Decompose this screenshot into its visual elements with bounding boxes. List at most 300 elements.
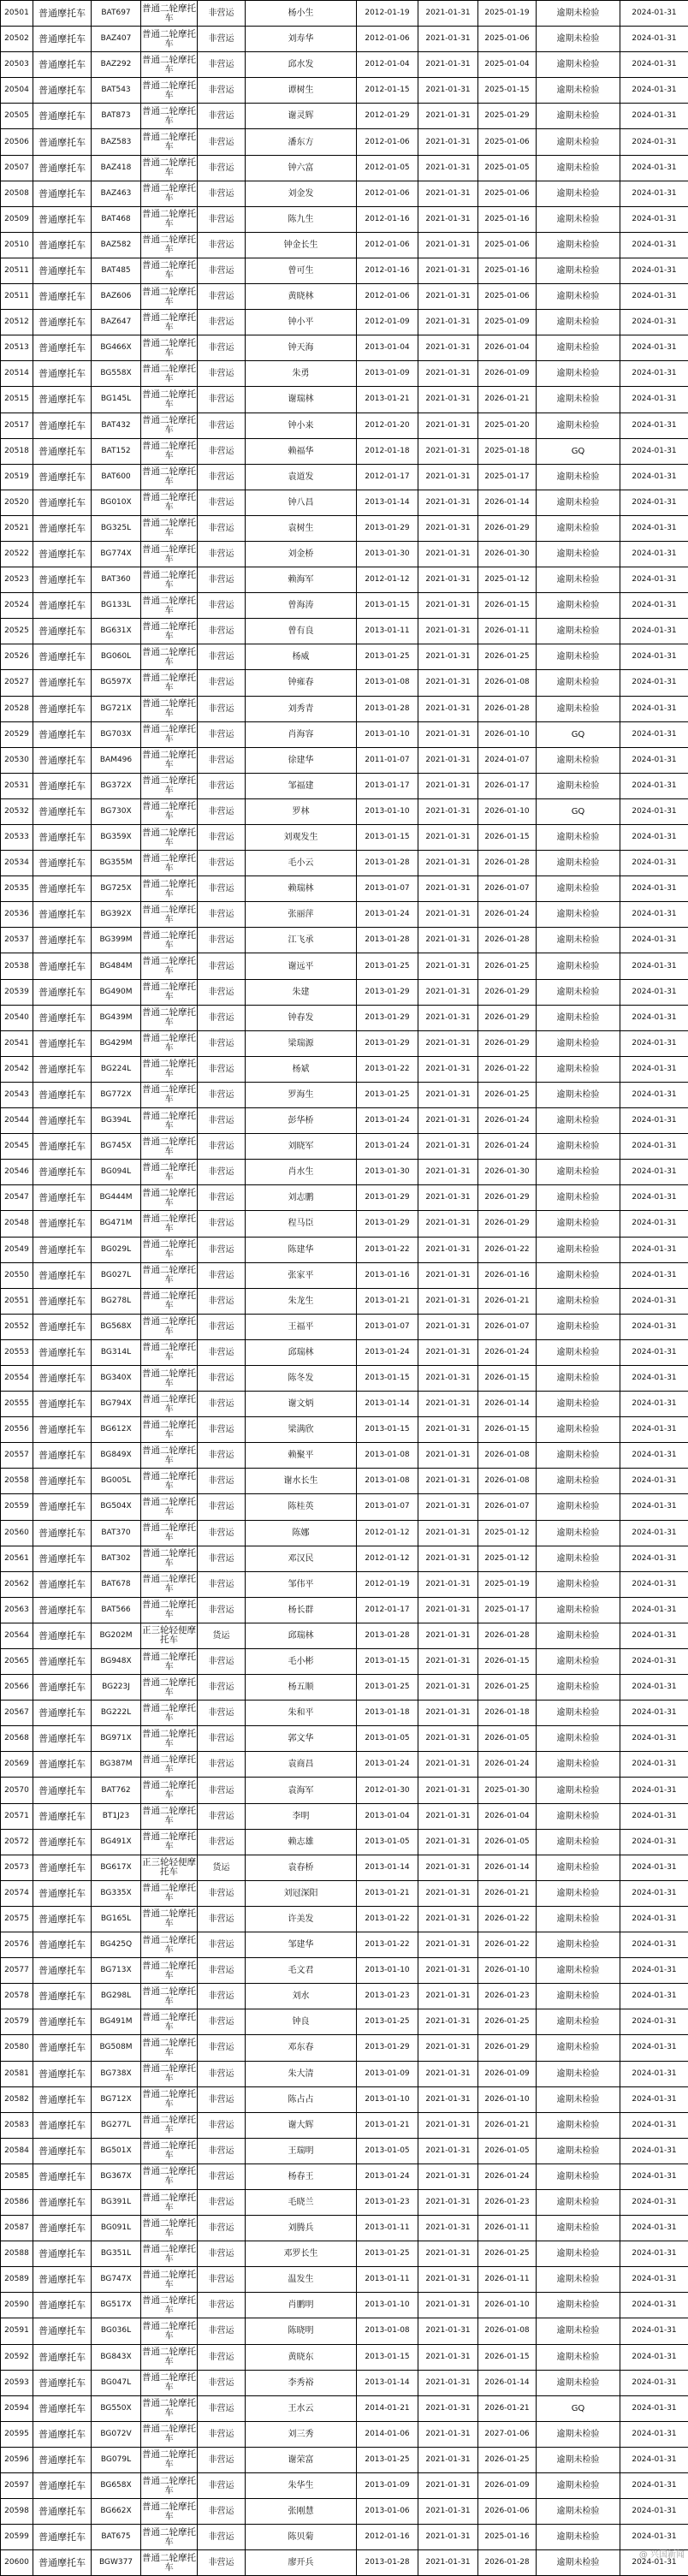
cell-plate-number: BG425Q (92, 1932, 141, 1958)
cell-expiry-date: 2026-01-08 (478, 1443, 537, 1469)
cell-plate-number: BG355M (92, 851, 141, 876)
cell-usage-type: 非营运 (198, 310, 246, 335)
cell-usage-type: 非营运 (198, 1520, 246, 1546)
cell-deadline-date: 2024-01-31 (620, 2499, 688, 2525)
cell-deadline-date: 2024-01-31 (620, 129, 688, 155)
cell-row-number: 20529 (1, 721, 33, 747)
cell-vehicle-model: 普通二轮摩托车 (141, 1108, 198, 1134)
cell-deadline-date: 2024-01-31 (620, 2293, 688, 2318)
cell-register-date: 2012-01-06 (357, 284, 418, 310)
table-row (1, 2293, 688, 2318)
cell-status: 逾期未检验 (537, 413, 620, 438)
cell-plate-number: BAT566 (92, 1597, 141, 1623)
cell-expiry-date: 2026-01-21 (478, 387, 537, 413)
cell-row-number: 20515 (1, 387, 33, 413)
cell-vehicle-category: 普通摩托车 (33, 104, 92, 129)
cell-row-number: 20550 (1, 1262, 33, 1288)
cell-deadline-date: 2024-01-31 (620, 1546, 688, 1571)
cell-vehicle-model: 普通二轮摩托车 (141, 2370, 198, 2395)
cell-vehicle-category: 普通摩托车 (33, 464, 92, 490)
cell-expiry-date: 2026-01-15 (478, 2344, 537, 2370)
table-row (1, 593, 688, 619)
cell-usage-type: 非营运 (198, 2395, 246, 2421)
cell-row-number: 20566 (1, 1675, 33, 1701)
cell-plate-number: BG730X (92, 798, 141, 824)
cell-vehicle-category: 普通摩托车 (33, 1597, 92, 1623)
cell-status: 逾期未检验 (537, 1108, 620, 1134)
cell-usage-type: 非营运 (198, 2318, 246, 2344)
cell-vehicle-model: 正三轮轻便摩托车 (141, 1623, 198, 1648)
cell-register-date: 2013-01-21 (357, 387, 418, 413)
cell-owner-name: 潘东方 (246, 129, 357, 155)
cell-inspect-date: 2021-01-31 (418, 2421, 478, 2447)
cell-expiry-date: 2025-01-19 (478, 1571, 537, 1597)
cell-register-date: 2013-01-25 (357, 2241, 418, 2267)
cell-deadline-date: 2024-01-31 (620, 1752, 688, 1778)
cell-expiry-date: 2025-01-04 (478, 52, 537, 78)
cell-row-number: 20522 (1, 541, 33, 567)
cell-owner-name: 邹福建 (246, 773, 357, 798)
cell-inspect-date: 2021-01-31 (418, 1803, 478, 1829)
cell-row-number: 20599 (1, 2525, 33, 2550)
cell-expiry-date: 2026-01-05 (478, 2138, 537, 2163)
cell-usage-type: 非营运 (198, 438, 246, 464)
cell-vehicle-category: 普通摩托车 (33, 696, 92, 721)
cell-vehicle-category: 普通摩托车 (33, 1339, 92, 1365)
cell-owner-name: 肖水生 (246, 1160, 357, 1185)
cell-vehicle-category: 普通摩托车 (33, 825, 92, 851)
table-row (1, 1082, 688, 1107)
cell-status: 逾期未检验 (537, 2061, 620, 2086)
cell-plate-number: BG372X (92, 773, 141, 798)
cell-deadline-date: 2024-01-31 (620, 644, 688, 670)
cell-expiry-date: 2026-01-04 (478, 1803, 537, 1829)
cell-vehicle-model: 普通二轮摩托车 (141, 1726, 198, 1752)
cell-owner-name: 钟春发 (246, 1005, 357, 1030)
table-row (1, 644, 688, 670)
cell-inspect-date: 2021-01-31 (418, 1262, 478, 1288)
cell-vehicle-category: 普通摩托车 (33, 2061, 92, 2086)
cell-expiry-date: 2026-01-25 (478, 1675, 537, 1701)
cell-owner-name: 彭华桥 (246, 1108, 357, 1134)
cell-vehicle-model: 普通二轮摩托车 (141, 2267, 198, 2293)
cell-deadline-date: 2024-01-31 (620, 1160, 688, 1185)
cell-register-date: 2013-01-11 (357, 2267, 418, 2293)
cell-plate-number: BG721X (92, 696, 141, 721)
cell-usage-type: 非营运 (198, 2189, 246, 2215)
table-row (1, 206, 688, 232)
cell-register-date: 2013-01-22 (357, 1056, 418, 1082)
cell-owner-name: 邓汉民 (246, 1546, 357, 1571)
cell-inspect-date: 2021-01-31 (418, 1082, 478, 1107)
cell-register-date: 2013-01-15 (357, 1649, 418, 1675)
cell-deadline-date: 2024-01-31 (620, 438, 688, 464)
cell-plate-number: BG508M (92, 2035, 141, 2061)
cell-usage-type: 非营运 (198, 232, 246, 258)
cell-plate-number: BG550X (92, 2395, 141, 2421)
cell-deadline-date: 2024-01-31 (620, 1829, 688, 1855)
table-row (1, 155, 688, 181)
cell-owner-name: 钟雍春 (246, 670, 357, 696)
cell-inspect-date: 2021-01-31 (418, 1392, 478, 1417)
cell-expiry-date: 2026-01-07 (478, 1314, 537, 1339)
cell-inspect-date: 2021-01-31 (418, 953, 478, 979)
cell-status: 逾期未检验 (537, 1005, 620, 1030)
cell-owner-name: 钟天海 (246, 335, 357, 361)
table-row (1, 876, 688, 902)
table-row (1, 928, 688, 953)
cell-owner-name: 梁瑞源 (246, 1030, 357, 1056)
table-row (1, 1262, 688, 1288)
cell-row-number: 20585 (1, 2163, 33, 2189)
cell-inspect-date: 2021-01-31 (418, 2061, 478, 2086)
cell-owner-name: 曾可生 (246, 258, 357, 283)
cell-plate-number: BG010X (92, 490, 141, 515)
table-row (1, 2525, 688, 2550)
cell-deadline-date: 2024-01-31 (620, 928, 688, 953)
cell-vehicle-model: 普通二轮摩托车 (141, 902, 198, 928)
cell-status: 逾期未检验 (537, 773, 620, 798)
cell-expiry-date: 2026-01-21 (478, 1288, 537, 1314)
cell-inspect-date: 2021-01-31 (418, 1, 478, 27)
cell-expiry-date: 2026-01-25 (478, 2447, 537, 2472)
cell-usage-type: 非营运 (198, 1108, 246, 1134)
cell-vehicle-model: 普通二轮摩托车 (141, 2473, 198, 2499)
cell-register-date: 2013-01-14 (357, 1392, 418, 1417)
cell-register-date: 2013-01-04 (357, 335, 418, 361)
cell-register-date: 2013-01-11 (357, 2216, 418, 2241)
cell-row-number: 20549 (1, 1237, 33, 1262)
cell-expiry-date: 2026-01-22 (478, 1932, 537, 1958)
cell-register-date: 2013-01-21 (357, 2112, 418, 2138)
cell-owner-name: 刘秀青 (246, 696, 357, 721)
cell-status: 逾期未检验 (537, 593, 620, 619)
cell-expiry-date: 2026-01-11 (478, 2216, 537, 2241)
cell-inspect-date: 2021-01-31 (418, 876, 478, 902)
cell-vehicle-model: 普通二轮摩托车 (141, 78, 198, 104)
cell-vehicle-category: 普通摩托车 (33, 2138, 92, 2163)
cell-row-number: 20578 (1, 1984, 33, 2009)
cell-usage-type: 非营运 (198, 27, 246, 52)
table-row (1, 747, 688, 773)
cell-owner-name: 罗林 (246, 798, 357, 824)
table-row (1, 1160, 688, 1185)
cell-expiry-date: 2026-01-21 (478, 2395, 537, 2421)
cell-register-date: 2012-01-19 (357, 1571, 418, 1597)
cell-expiry-date: 2025-01-06 (478, 284, 537, 310)
cell-plate-number: BG072V (92, 2421, 141, 2447)
cell-usage-type: 非营运 (198, 670, 246, 696)
cell-usage-type: 非营运 (198, 155, 246, 181)
cell-register-date: 2013-01-10 (357, 2086, 418, 2112)
cell-plate-number: BG490M (92, 979, 141, 1005)
cell-vehicle-model: 普通二轮摩托车 (141, 284, 198, 310)
table-row (1, 1597, 688, 1623)
cell-vehicle-model: 普通二轮摩托车 (141, 644, 198, 670)
cell-expiry-date: 2026-01-24 (478, 1108, 537, 1134)
cell-vehicle-model: 普通二轮摩托车 (141, 1546, 198, 1571)
cell-row-number: 20583 (1, 2112, 33, 2138)
cell-row-number: 20595 (1, 2421, 33, 2447)
cell-vehicle-category: 普通摩托车 (33, 1520, 92, 1546)
cell-status: 逾期未检验 (537, 670, 620, 696)
cell-expiry-date: 2026-01-24 (478, 1752, 537, 1778)
cell-vehicle-model: 普通二轮摩托车 (141, 1469, 198, 1494)
cell-status: 逾期未检验 (537, 1365, 620, 1391)
cell-row-number: 20540 (1, 1005, 33, 1030)
cell-row-number: 20568 (1, 1726, 33, 1752)
cell-expiry-date: 2025-01-16 (478, 206, 537, 232)
cell-inspect-date: 2021-01-31 (418, 1675, 478, 1701)
cell-register-date: 2013-01-22 (357, 1237, 418, 1262)
cell-deadline-date: 2024-01-31 (620, 1675, 688, 1701)
cell-usage-type: 非营运 (198, 1, 246, 27)
cell-inspect-date: 2021-01-31 (418, 2395, 478, 2421)
cell-status: 逾期未检验 (537, 851, 620, 876)
cell-vehicle-model: 普通二轮摩托车 (141, 1160, 198, 1185)
cell-row-number: 20537 (1, 928, 33, 953)
cell-plate-number: BG165L (92, 1906, 141, 1932)
cell-row-number: 20574 (1, 1880, 33, 1906)
cell-plate-number: BG971X (92, 1726, 141, 1752)
table-row (1, 490, 688, 515)
cell-vehicle-model: 普通二轮摩托车 (141, 721, 198, 747)
cell-owner-name: 钟良 (246, 2009, 357, 2035)
cell-deadline-date: 2024-01-31 (620, 696, 688, 721)
cell-owner-name: 谢大辉 (246, 2112, 357, 2138)
cell-inspect-date: 2021-01-31 (418, 825, 478, 851)
cell-vehicle-model: 普通二轮摩托车 (141, 2318, 198, 2344)
cell-vehicle-category: 普通摩托车 (33, 1185, 92, 1211)
cell-row-number: 20593 (1, 2370, 33, 2395)
cell-expiry-date: 2025-01-12 (478, 1520, 537, 1546)
cell-inspect-date: 2021-01-31 (418, 1571, 478, 1597)
cell-vehicle-model: 普通二轮摩托车 (141, 1262, 198, 1288)
cell-register-date: 2013-01-28 (357, 851, 418, 876)
cell-inspect-date: 2021-01-31 (418, 361, 478, 387)
cell-deadline-date: 2024-01-31 (620, 619, 688, 644)
cell-status: 逾期未检验 (537, 129, 620, 155)
cell-owner-name: 邱瑞林 (246, 1623, 357, 1648)
cell-expiry-date: 2026-01-28 (478, 2550, 537, 2576)
cell-row-number: 20588 (1, 2241, 33, 2267)
table-row (1, 2370, 688, 2395)
cell-usage-type: 非营运 (198, 1984, 246, 2009)
cell-owner-name: 朱大清 (246, 2061, 357, 2086)
cell-deadline-date: 2024-01-31 (620, 747, 688, 773)
table-row (1, 1134, 688, 1160)
cell-vehicle-category: 普通摩托车 (33, 619, 92, 644)
cell-status: 逾期未检验 (537, 361, 620, 387)
cell-plate-number: BG079L (92, 2447, 141, 2472)
cell-register-date: 2013-01-24 (357, 1752, 418, 1778)
cell-status: 逾期未检验 (537, 258, 620, 283)
cell-status: 逾期未检验 (537, 52, 620, 78)
cell-plate-number: BG517X (92, 2293, 141, 2318)
cell-inspect-date: 2021-01-31 (418, 1906, 478, 1932)
cell-owner-name: 朱华生 (246, 2473, 357, 2499)
cell-row-number: 20592 (1, 2344, 33, 2370)
cell-row-number: 20519 (1, 464, 33, 490)
cell-status: 逾期未检验 (537, 490, 620, 515)
cell-register-date: 2013-01-15 (357, 825, 418, 851)
cell-owner-name: 赖海军 (246, 567, 357, 593)
cell-vehicle-model: 普通二轮摩托车 (141, 413, 198, 438)
cell-owner-name: 肖鹏明 (246, 2293, 357, 2318)
cell-status: 逾期未检验 (537, 1932, 620, 1958)
cell-vehicle-model: 普通二轮摩托车 (141, 1443, 198, 1469)
cell-expiry-date: 2026-01-25 (478, 2009, 537, 2035)
cell-inspect-date: 2021-01-31 (418, 310, 478, 335)
cell-row-number: 20582 (1, 2086, 33, 2112)
cell-expiry-date: 2026-01-30 (478, 1160, 537, 1185)
cell-expiry-date: 2025-01-06 (478, 232, 537, 258)
cell-deadline-date: 2024-01-31 (620, 567, 688, 593)
cell-deadline-date: 2024-01-31 (620, 52, 688, 78)
cell-deadline-date: 2024-01-31 (620, 2447, 688, 2472)
cell-row-number: 20565 (1, 1649, 33, 1675)
cell-owner-name: 杨威 (246, 644, 357, 670)
cell-inspect-date: 2021-01-31 (418, 464, 478, 490)
cell-register-date: 2012-01-06 (357, 232, 418, 258)
cell-inspect-date: 2021-01-31 (418, 567, 478, 593)
cell-usage-type: 非营运 (198, 2473, 246, 2499)
cell-vehicle-model: 普通二轮摩托车 (141, 2421, 198, 2447)
cell-vehicle-model: 普通二轮摩托车 (141, 2395, 198, 2421)
cell-register-date: 2013-01-29 (357, 1185, 418, 1211)
cell-status: 逾期未检验 (537, 1778, 620, 1803)
cell-expiry-date: 2026-01-28 (478, 696, 537, 721)
cell-inspect-date: 2021-01-31 (418, 1134, 478, 1160)
cell-plate-number: BG036L (92, 2318, 141, 2344)
table-row (1, 2344, 688, 2370)
cell-vehicle-model: 普通二轮摩托车 (141, 773, 198, 798)
cell-usage-type: 非营运 (198, 490, 246, 515)
cell-deadline-date: 2024-01-31 (620, 1392, 688, 1417)
cell-vehicle-model: 普通二轮摩托车 (141, 1958, 198, 1984)
cell-inspect-date: 2021-01-31 (418, 1855, 478, 1880)
cell-vehicle-category: 普通摩托车 (33, 2035, 92, 2061)
cell-expiry-date: 2026-01-21 (478, 1880, 537, 1906)
cell-plate-number: BG849X (92, 1443, 141, 1469)
cell-deadline-date: 2024-01-31 (620, 1726, 688, 1752)
cell-owner-name: 毛晓兰 (246, 2189, 357, 2215)
cell-plate-number: BAZ582 (92, 232, 141, 258)
cell-deadline-date: 2024-01-31 (620, 1314, 688, 1339)
cell-expiry-date: 2026-01-10 (478, 2086, 537, 2112)
cell-register-date: 2013-01-28 (357, 2550, 418, 2576)
cell-row-number: 20539 (1, 979, 33, 1005)
cell-plate-number: BG351L (92, 2241, 141, 2267)
cell-usage-type: 非营运 (198, 413, 246, 438)
cell-vehicle-model: 普通二轮摩托车 (141, 825, 198, 851)
cell-usage-type: 非营运 (198, 1443, 246, 1469)
cell-plate-number: BG504X (92, 1494, 141, 1520)
cell-vehicle-model: 普通二轮摩托车 (141, 1752, 198, 1778)
cell-owner-name: 刘晓军 (246, 1134, 357, 1160)
cell-usage-type: 非营运 (198, 541, 246, 567)
cell-owner-name: 邱水发 (246, 52, 357, 78)
cell-vehicle-category: 普通摩托车 (33, 2163, 92, 2189)
cell-row-number: 20534 (1, 851, 33, 876)
cell-register-date: 2013-01-10 (357, 798, 418, 824)
cell-vehicle-model: 普通二轮摩托车 (141, 232, 198, 258)
cell-register-date: 2013-01-29 (357, 1005, 418, 1030)
cell-vehicle-category: 普通摩托车 (33, 181, 92, 206)
cell-register-date: 2012-01-06 (357, 129, 418, 155)
cell-vehicle-model: 普通二轮摩托车 (141, 696, 198, 721)
cell-inspect-date: 2021-01-31 (418, 1108, 478, 1134)
cell-usage-type: 非营运 (198, 78, 246, 104)
cell-deadline-date: 2024-01-31 (620, 1958, 688, 1984)
cell-vehicle-model: 普通二轮摩托车 (141, 1880, 198, 1906)
cell-row-number: 20507 (1, 155, 33, 181)
cell-register-date: 2013-01-24 (357, 2163, 418, 2189)
cell-row-number: 20533 (1, 825, 33, 851)
cell-vehicle-category: 普通摩托车 (33, 979, 92, 1005)
cell-inspect-date: 2021-01-31 (418, 1030, 478, 1056)
cell-row-number: 20502 (1, 27, 33, 52)
cell-expiry-date: 2026-01-25 (478, 644, 537, 670)
cell-inspect-date: 2021-01-31 (418, 2318, 478, 2344)
cell-expiry-date: 2026-01-05 (478, 1726, 537, 1752)
cell-deadline-date: 2024-01-31 (620, 1597, 688, 1623)
cell-deadline-date: 2024-01-31 (620, 1211, 688, 1237)
cell-inspect-date: 2021-01-31 (418, 104, 478, 129)
cell-row-number: 20591 (1, 2318, 33, 2344)
cell-deadline-date: 2024-01-31 (620, 2421, 688, 2447)
cell-inspect-date: 2021-01-31 (418, 413, 478, 438)
cell-owner-name: 朱建 (246, 979, 357, 1005)
cell-expiry-date: 2026-01-11 (478, 2267, 537, 2293)
table-row (1, 1, 688, 27)
cell-owner-name: 赖志雄 (246, 1829, 357, 1855)
cell-plate-number: BG222L (92, 1701, 141, 1726)
cell-expiry-date: 2026-01-24 (478, 1134, 537, 1160)
cell-status: 逾期未检验 (537, 979, 620, 1005)
cell-deadline-date: 2024-01-31 (620, 1056, 688, 1082)
cell-usage-type: 非营运 (198, 1880, 246, 1906)
cell-usage-type: 非营运 (198, 1417, 246, 1443)
cell-row-number: 20545 (1, 1134, 33, 1160)
cell-plate-number: BAT485 (92, 258, 141, 283)
cell-owner-name: 陈桂英 (246, 1494, 357, 1520)
table-row (1, 1958, 688, 1984)
cell-deadline-date: 2024-01-31 (620, 1082, 688, 1107)
cell-status: 逾期未检验 (537, 2421, 620, 2447)
cell-status: 逾期未检验 (537, 335, 620, 361)
cell-usage-type: 非营运 (198, 1056, 246, 1082)
cell-expiry-date: 2026-01-22 (478, 1237, 537, 1262)
cell-row-number: 20571 (1, 1803, 33, 1829)
cell-plate-number: BG558X (92, 361, 141, 387)
cell-owner-name: 杨小生 (246, 1, 357, 27)
cell-register-date: 2012-01-15 (357, 78, 418, 104)
cell-register-date: 2011-01-07 (357, 747, 418, 773)
cell-status: 逾期未检验 (537, 644, 620, 670)
cell-plate-number: BT1J23 (92, 1803, 141, 1829)
cell-inspect-date: 2021-01-31 (418, 1185, 478, 1211)
table-row (1, 1417, 688, 1443)
cell-status: 逾期未检验 (537, 1, 620, 27)
cell-inspect-date: 2021-01-31 (418, 2009, 478, 2035)
cell-vehicle-model: 普通二轮摩托车 (141, 335, 198, 361)
cell-register-date: 2013-01-29 (357, 515, 418, 541)
cell-vehicle-category: 普通摩托车 (33, 1803, 92, 1829)
cell-deadline-date: 2024-01-31 (620, 876, 688, 902)
table-row (1, 438, 688, 464)
cell-vehicle-category: 普通摩托车 (33, 490, 92, 515)
